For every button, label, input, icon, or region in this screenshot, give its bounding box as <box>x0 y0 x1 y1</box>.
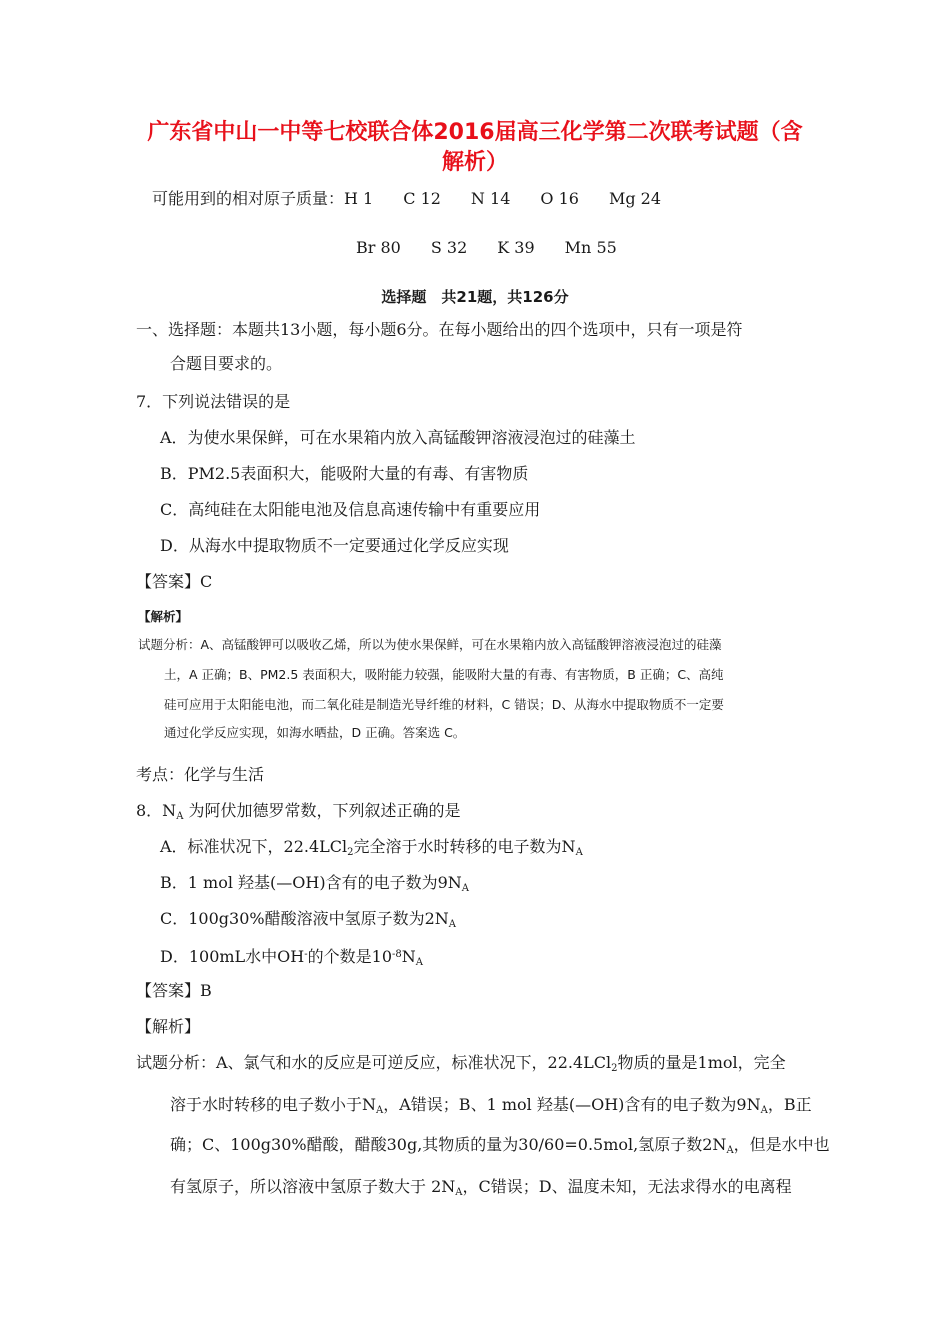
q8-option-d: D．100mL水中OH-的个数是$10^{-8}N_A$ <box>160 947 423 968</box>
atomic-mass-row-1 <box>152 188 691 210</box>
q8-option-a: A．标准状况下，22.4LCl$_2$完全溶于水时转移的电子数为$N_A$ <box>160 837 583 858</box>
document-title <box>120 118 830 178</box>
atomic-mass-row-2 <box>356 237 647 259</box>
mass-s: S 32 <box>430 238 468 257</box>
q7-option-c: C．高纯硅在太阳能电池及信息高速传输中有重要应用 <box>160 500 541 519</box>
q8-answer: 【答案】B <box>136 981 212 1000</box>
q7-option-a: A．为使水果保鲜，可在水果箱内放入高锰酸钾溶液浸泡过的硅藻土 <box>160 428 636 447</box>
q7-stem: 7．下列说法错误的是 <box>136 392 291 411</box>
mass-h: H 1 <box>344 189 374 208</box>
q8-option-b: B．1 mol 羟基(—OH)含有的电子数为$9N_A$ <box>160 873 470 894</box>
title-line-2: 解析） <box>441 150 508 175</box>
q7-analysis-label: 【解析】 <box>138 609 189 624</box>
q8-analysis-line-4: 有氢原子，所以溶液中氢原子数大于 $2N_A$，C错误；D、温度未知，无法求得水的电离程 <box>170 1177 792 1198</box>
mass-o: O 16 <box>540 189 579 208</box>
q7-analysis-line-1: 试题分析：A、高锰酸钾可以吸收乙烯，所以为使水果保鲜，可在水果箱内放入高锰酸钾溶液浸泡过的硅藻 <box>138 637 722 652</box>
q8-option-c: C．100g30%醋酸溶液中氢原子数为$2N_A$ <box>160 909 457 930</box>
q8-analysis-line-1: 试题分析：A、氯气和水的反应是可逆反应，标准状况下，22.4LCl$_2$物质的量是1mol，完全 <box>136 1053 786 1074</box>
mass-c: C 12 <box>403 189 441 208</box>
q7-topic: 考点：化学与生活 <box>136 765 265 784</box>
q8-analysis-line-3: 确；C、100g30%醋酸，醋酸30g,其物质的量为30/60=0.5mol,氢原子数$2N_A$，但是水中也 <box>170 1135 830 1156</box>
q7-option-b: B．PM2.5表面积大，能吸附大量的有毒、有害物质 <box>160 464 529 483</box>
mass-mg: Mg 24 <box>608 189 662 208</box>
q7-answer: 【答案】C <box>136 572 213 591</box>
q8-stem: 8．$N_A$ 为阿伏加德罗常数，下列叙述正确的是 <box>136 801 461 822</box>
mass-n: N 14 <box>470 189 511 208</box>
mass-k: K 39 <box>497 238 535 257</box>
q7-option-d: D．从海水中提取物质不一定要通过化学反应实现 <box>160 536 509 555</box>
title-line-1: 广东省中山一中等七校联合体2016届高三化学第二次联考试题（含 <box>147 120 803 145</box>
q8-analysis-label: 【解析】 <box>136 1017 201 1036</box>
q8-analysis-line-2: 溶于水时转移的电子数小于$N_A$，A错误；B、1 mol 羟基(—OH)含有的电子数为$9N_A$，B正 <box>170 1095 812 1116</box>
instruction-line-1: 一、选择题：本题共13小题，每小题6分。在每小题给出的四个选项中，只有一项是符 <box>136 320 743 339</box>
atomic-mass-label: 可能用到的相对原子质量： <box>152 189 345 208</box>
q7-analysis-line-2: 土，A 正确；B、PM2.5 表面积大，吸附能力较强，能吸附大量的有毒、有害物质，B 正确；C、高纯 <box>164 667 724 682</box>
section-heading: 选择题 共21题，共126分 <box>381 288 569 306</box>
mass-br: Br 80 <box>356 238 401 257</box>
mass-mn: Mn 55 <box>564 238 617 257</box>
q7-analysis-line-3: 硅可应用于太阳能电池，而二氧化硅是制造光导纤维的材料，C 错误；D、从海水中提取物质不一定要 <box>164 697 724 712</box>
q7-analysis-line-4: 通过化学反应实现，如海水晒盐，D 正确。答案选 C。 <box>164 725 466 740</box>
instruction-line-2: 合题目要求的。 <box>170 354 283 373</box>
